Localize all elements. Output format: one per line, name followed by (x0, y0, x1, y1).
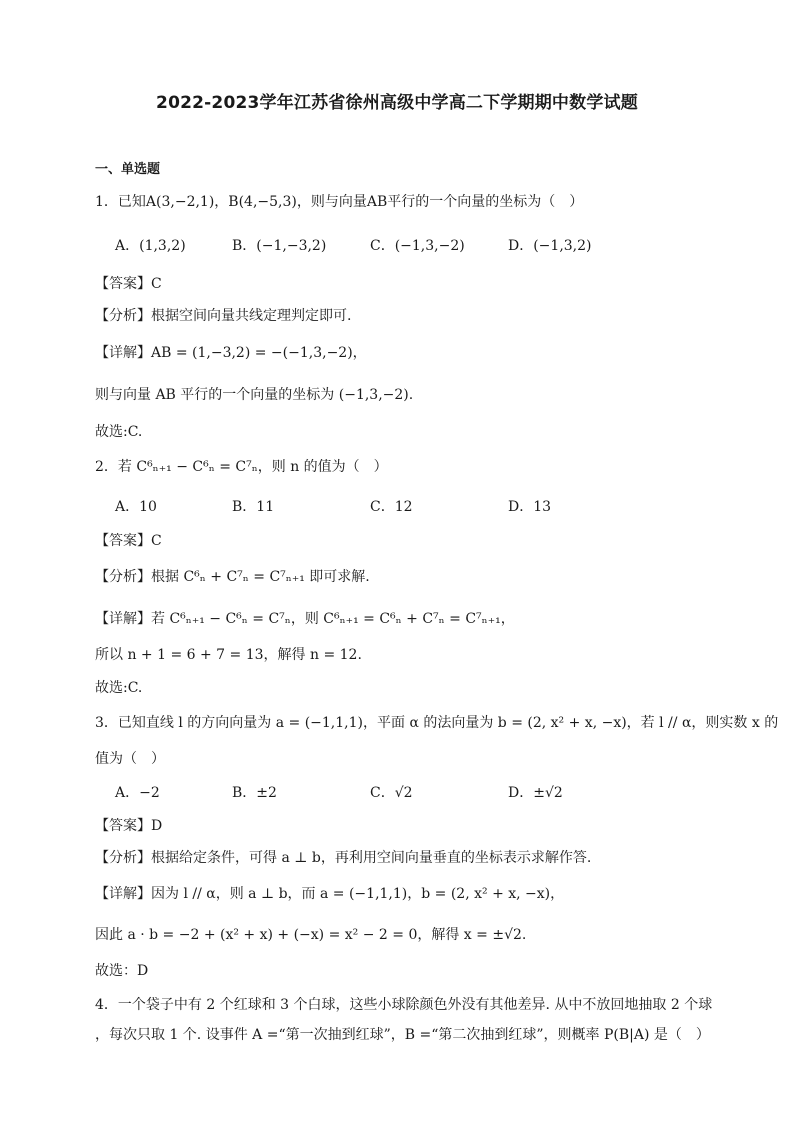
q2-option-a: A．10 (115, 499, 157, 515)
q4-stem: 4．一个袋子中有 2 个红球和 3 个白球，这些小球除颜色外没有其他差异. 从中不放回地抽取 2 个球 (95, 997, 713, 1013)
q4-stem-continued: ，每次只取 1 个. 设事件 A =“第一次抽到红球”，B =“第二次抽到红球”，则概率 P(B|A) 是（ ） (95, 1027, 710, 1043)
q2-stem: 2．若 C⁶ₙ₊₁ − C⁶ₙ = C⁷ₙ，则 n 的值为（ ） (95, 459, 388, 475)
q3-option-b: B．±2 (232, 785, 277, 801)
q2-option-b: B．11 (232, 499, 275, 515)
q1-option-c: C．(−1,3,−2) (370, 238, 465, 254)
q1-analysis: 【分析】根据空间向量共线定理判定即可. (95, 308, 352, 324)
q3-stem-continued: 值为（ ） (95, 751, 165, 767)
q3-stem: 3．已知直线 l 的方向向量为 a = (−1,1,1)，平面 α 的法向量为 b = (2, x² + x, −x)，若 l // α，则实数 x 的 (95, 715, 779, 731)
q3-analysis: 【分析】根据给定条件，可得 a ⊥ b，再利用空间向量垂直的坐标表示求解作答. (95, 850, 592, 866)
q3-option-a: A．−2 (115, 785, 160, 801)
q1-option-b: B．(−1,−3,2) (232, 238, 327, 254)
q3-answer: 【答案】D (95, 818, 163, 834)
q3-detail-conclusion: 因此 a · b = −2 + (x² + x) + (−x) = x² − 2 = 0，解得 x = ±√2. (95, 927, 527, 943)
q1-answer: 【答案】C (95, 276, 162, 292)
q3-option-c: C．√2 (370, 785, 413, 801)
q2-detail: 【详解】若 C⁶ₙ₊₁ − C⁶ₙ = C⁷ₙ，则 C⁶ₙ₊₁ = C⁶ₙ + C⁷ₙ = C⁷ₙ₊₁， (95, 611, 515, 627)
q1-stem: 1．已知A(3,−2,1)，B(4,−5,3)，则与向量AB平行的一个向量的坐标为（ ） (95, 194, 584, 210)
q2-detail-conclusion: 所以 n + 1 = 6 + 7 = 13，解得 n = 12. (95, 647, 362, 663)
q1-detail-conclusion: 则与向量 AB 平行的一个向量的坐标为 (−1,3,−2). (95, 387, 414, 403)
q3-option-d: D．±√2 (508, 785, 563, 801)
q1-choose: 故选:C. (95, 424, 143, 440)
q1-option-d: D．(−1,3,2) (508, 238, 592, 254)
q2-option-d: D．13 (508, 499, 552, 515)
q1-detail: 【详解】AB = (1,−3,2) = −(−1,3,−2)， (95, 345, 367, 361)
section-heading: 一、单选题 (95, 162, 161, 177)
q2-answer: 【答案】C (95, 533, 162, 549)
q3-choose: 故选：D (95, 963, 149, 979)
page-title: 2022-2023学年江苏省徐州高级中学高二下学期期中数学试题 (156, 93, 638, 113)
q2-analysis: 【分析】根据 C⁶ₙ + C⁷ₙ = C⁷ₙ₊₁ 即可求解. (95, 569, 370, 585)
q2-option-c: C．12 (370, 499, 413, 515)
q2-choose: 故选:C. (95, 680, 143, 696)
q3-detail: 【详解】因为 l // α，则 a ⊥ b，而 a = (−1,1,1)，b = (2, x² + x, −x)， (95, 886, 565, 902)
q1-option-a: A．(1,3,2) (115, 238, 186, 254)
